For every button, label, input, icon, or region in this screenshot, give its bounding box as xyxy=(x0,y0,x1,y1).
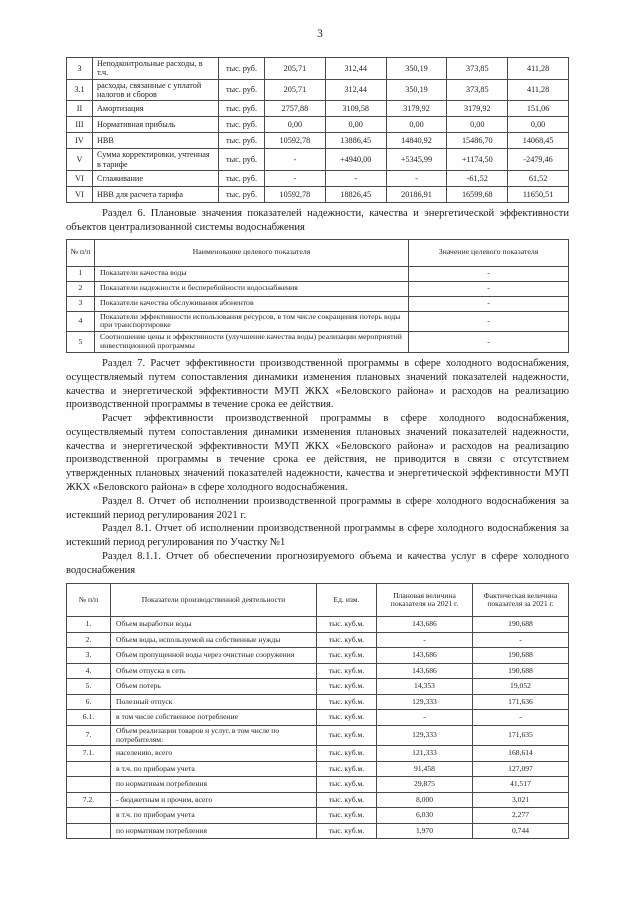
row-unit: тыс. куб.м. xyxy=(317,710,377,726)
column-header-plan xyxy=(377,584,473,617)
row-unit: тыс. куб.м. xyxy=(317,792,377,808)
row-value: - xyxy=(409,266,569,281)
column-header-fact-line2: показателя за 2021 г. xyxy=(487,599,554,609)
row-value: 312,44 xyxy=(325,79,386,101)
column-header-name: Показатели производственной деятельности xyxy=(111,584,317,617)
table-row xyxy=(67,632,569,648)
production-report-body xyxy=(67,584,569,839)
row-fact: 190,688 xyxy=(473,617,569,633)
row-index: V xyxy=(67,149,93,171)
row-name: Нормативная прибыль xyxy=(93,117,219,133)
column-header-fact-line1: Фактическая величина xyxy=(483,590,558,600)
row-value: 16599,68 xyxy=(447,187,508,203)
table-row xyxy=(67,117,569,133)
row-value: 373,85 xyxy=(447,79,508,101)
row-number: 7.1. xyxy=(67,746,111,762)
row-value: 14068,45 xyxy=(508,133,569,149)
row-unit: тыс. куб.м. xyxy=(317,663,377,679)
row-unit: тыс. куб.м. xyxy=(317,746,377,762)
row-index: IV xyxy=(67,133,93,149)
table-row xyxy=(67,311,569,332)
row-name: по нормативам потребления xyxy=(111,777,317,793)
row-value: 411,28 xyxy=(508,58,569,80)
table-row xyxy=(67,648,569,664)
row-plan: 121,333 xyxy=(377,746,473,762)
row-name: НВВ для расчета тарифа xyxy=(93,187,219,203)
row-number: 7.2. xyxy=(67,792,111,808)
row-unit: тыс. куб.м. xyxy=(317,679,377,695)
row-value: 0,00 xyxy=(508,117,569,133)
nvv-table-body xyxy=(67,58,569,203)
row-name: Неподконтрольные расходы, в т.ч. xyxy=(93,58,219,80)
column-header-plan-line2: показателя на 2021 г. xyxy=(390,599,459,609)
row-unit: тыс. куб.м. xyxy=(317,632,377,648)
table-row xyxy=(67,823,569,839)
row-value: 0,00 xyxy=(325,117,386,133)
row-unit: тыс. куб.м. xyxy=(317,648,377,664)
table-row xyxy=(67,133,569,149)
row-value: 151,06 xyxy=(508,101,569,117)
table-row xyxy=(67,171,569,187)
row-number xyxy=(67,777,111,793)
table-row xyxy=(67,710,569,726)
row-plan: 129,333 xyxy=(377,694,473,710)
row-fact: 2,277 xyxy=(473,808,569,824)
row-number xyxy=(67,808,111,824)
row-unit: тыс. руб. xyxy=(219,101,265,117)
row-fact: - xyxy=(473,710,569,726)
table-row xyxy=(67,777,569,793)
section-7-paragraph-2: Расчет эффективности производственной программы в сфере холодного водоснабжения, осуществляемый путем сопоставления динамики изменения плановых значений показателей надежности, качества и энергетической эффективности МУП ЖКХ «Беловского района» и расходов на реализацию производственной программы в течение срока ее действия, не приводится в связи с отсутствием утвержденных плановых значений показателей надежности, качества и энергетической эффективности МУП ЖКХ «Беловского района» в сфере холодного водоснабжения. xyxy=(66,413,569,493)
row-unit: тыс. куб.м. xyxy=(317,808,377,824)
row-unit: тыс. куб.м. xyxy=(317,823,377,839)
section-8-paragraph: Раздел 8. Отчет об исполнении производственной программы в сфере холодного водоснабжения за истекший период регулирования 2021 г. xyxy=(66,495,569,521)
table-row xyxy=(67,808,569,824)
row-value: 20186,91 xyxy=(386,187,447,203)
row-value: 350,19 xyxy=(386,79,447,101)
row-value: 11650,51 xyxy=(508,187,569,203)
row-name: в т.ч. по приборам учета xyxy=(111,808,317,824)
row-plan: 143,686 xyxy=(377,648,473,664)
row-index: 3 xyxy=(67,58,93,80)
row-value: 61,52 xyxy=(508,171,569,187)
row-name: расходы, связанные с уплатой налогов и сборов xyxy=(93,79,219,101)
row-value: -2479,46 xyxy=(508,149,569,171)
row-value: 3179,92 xyxy=(386,101,447,117)
row-name: Показатели качества воды xyxy=(95,266,409,281)
row-number xyxy=(67,823,111,839)
row-index: VI xyxy=(67,171,93,187)
section-8-1-paragraph: Раздел 8.1. Отчет об исполнении производственной программы в сфере холодного водоснабжения за истекший период регулирования по Участку №1 xyxy=(66,523,569,549)
row-value: - xyxy=(265,171,326,187)
row-fact: 41,517 xyxy=(473,777,569,793)
row-number xyxy=(67,761,111,777)
row-unit: тыс. куб.м. xyxy=(317,694,377,710)
target-indicators-body xyxy=(67,239,569,353)
table-row xyxy=(67,761,569,777)
row-plan: 8,000 xyxy=(377,792,473,808)
table-row xyxy=(67,281,569,296)
row-name: Объем отпуска в сеть xyxy=(111,663,317,679)
row-number: 4. xyxy=(67,663,111,679)
row-number: 5. xyxy=(67,679,111,695)
row-number: 1. xyxy=(67,617,111,633)
row-name: по нормативам потребления xyxy=(111,823,317,839)
row-value: - xyxy=(325,171,386,187)
row-unit: тыс. руб. xyxy=(219,79,265,101)
row-number: 3 xyxy=(67,296,95,311)
section-8-1-1-paragraph: Раздел 8.1.1. Отчет об обеспечении прогнозируемого объема и качества услуг в сфере холодного водоснабжения xyxy=(66,550,569,576)
row-value: - xyxy=(386,171,447,187)
row-value: -61,52 xyxy=(447,171,508,187)
row-plan: - xyxy=(377,632,473,648)
row-fact: - xyxy=(473,632,569,648)
row-number: 6.1. xyxy=(67,710,111,726)
column-header-name: Наименование целевого показателя xyxy=(95,239,409,266)
column-header-value: Значение целевого показателя xyxy=(409,239,569,266)
row-value: - xyxy=(265,149,326,171)
row-value: 373,85 xyxy=(447,58,508,80)
row-unit: тыс. куб.м. xyxy=(317,761,377,777)
row-name: НВВ xyxy=(93,133,219,149)
column-header-plan-line1: Плановая величина xyxy=(393,590,456,600)
row-fact: 168,614 xyxy=(473,746,569,762)
row-name: - бюджетным и прочим, всего xyxy=(111,792,317,808)
row-name: в том числе собственное потребление xyxy=(111,710,317,726)
column-header-no-text: № п/п xyxy=(70,247,91,257)
row-plan: 91,458 xyxy=(377,761,473,777)
row-plan: 6,030 xyxy=(377,808,473,824)
row-fact: 19,052 xyxy=(473,679,569,695)
table-row xyxy=(67,58,569,80)
table-header-row xyxy=(67,239,569,266)
row-number: 2 xyxy=(67,281,95,296)
row-unit: тыс. руб. xyxy=(219,171,265,187)
row-name: Сумма корректировки, учтенная в тарифе xyxy=(93,149,219,171)
row-number: 4 xyxy=(67,311,95,332)
table-row xyxy=(67,679,569,695)
row-value: 205,71 xyxy=(265,79,326,101)
row-index: VI xyxy=(67,187,93,203)
row-value: 3179,92 xyxy=(447,101,508,117)
row-plan: 14,353 xyxy=(377,679,473,695)
row-plan: 143,686 xyxy=(377,617,473,633)
nvv-cost-table xyxy=(66,57,569,203)
row-value: 18826,45 xyxy=(325,187,386,203)
row-value: 2757,88 xyxy=(265,101,326,117)
row-plan: 1,970 xyxy=(377,823,473,839)
row-value: 3109,58 xyxy=(325,101,386,117)
row-value: 0,00 xyxy=(265,117,326,133)
row-name: Показатели качества обслуживания абонентов xyxy=(95,296,409,311)
row-unit: тыс. куб.м. xyxy=(317,777,377,793)
row-unit: тыс. руб. xyxy=(219,149,265,171)
table-row xyxy=(67,332,569,353)
row-fact: 0,744 xyxy=(473,823,569,839)
row-name: Объем потерь xyxy=(111,679,317,695)
table-row xyxy=(67,187,569,203)
row-name: в т.ч. по приборам учета xyxy=(111,761,317,777)
row-name: Объем пропущенной воды через очистные сооружения xyxy=(111,648,317,664)
table-row xyxy=(67,296,569,311)
row-index: III xyxy=(67,117,93,133)
row-value: 0,00 xyxy=(386,117,447,133)
row-number: 7. xyxy=(67,725,111,745)
target-indicators-table xyxy=(66,239,569,354)
page-content xyxy=(66,57,569,839)
column-header-no xyxy=(67,239,95,266)
row-value: - xyxy=(409,296,569,311)
row-value: 205,71 xyxy=(265,58,326,80)
row-value: 10592,78 xyxy=(265,133,326,149)
row-unit: тыс. руб. xyxy=(219,133,265,149)
row-number: 5 xyxy=(67,332,95,353)
row-value: 411,28 xyxy=(508,79,569,101)
page-number: 3 xyxy=(317,28,323,40)
table-row xyxy=(67,617,569,633)
table-row xyxy=(67,663,569,679)
row-value: +4940,00 xyxy=(325,149,386,171)
row-fact: 190,688 xyxy=(473,648,569,664)
row-name: Показатели надежности и бесперебойности водоснабжения xyxy=(95,281,409,296)
row-name: Сглаживание xyxy=(93,171,219,187)
table-row xyxy=(67,792,569,808)
row-name: Объем выработки воды xyxy=(111,617,317,633)
row-name: Показатели эффективности использования ресурсов, в том числе сокращения потерь воды при транспортировке xyxy=(95,311,409,332)
table-row xyxy=(67,79,569,101)
row-index: 3.1 xyxy=(67,79,93,101)
row-unit: тыс. руб. xyxy=(219,58,265,80)
table-row xyxy=(67,149,569,171)
row-fact: 3,021 xyxy=(473,792,569,808)
row-name: Амортизация xyxy=(93,101,219,117)
table-row xyxy=(67,746,569,762)
row-value: 15486,70 xyxy=(447,133,508,149)
row-value: - xyxy=(409,332,569,353)
table-row xyxy=(67,694,569,710)
column-header-fact xyxy=(473,584,569,617)
table-row xyxy=(67,266,569,281)
row-name: Объем реализации товаров и услуг, в том числе по потребителям: xyxy=(111,725,317,745)
row-value: 10592,78 xyxy=(265,187,326,203)
row-name: Соотношение цены и эффективности (улучшение качества воды) реализации мероприятий инвестиционной программы xyxy=(95,332,409,353)
row-unit: тыс. руб. xyxy=(219,117,265,133)
row-value: 312,44 xyxy=(325,58,386,80)
row-value: 350,19 xyxy=(386,58,447,80)
row-name: Объем воды, используемой на собственные нужды xyxy=(111,632,317,648)
row-value: 14840,92 xyxy=(386,133,447,149)
row-unit: тыс. куб.м. xyxy=(317,617,377,633)
row-index: II xyxy=(67,101,93,117)
table-row xyxy=(67,101,569,117)
row-number: 2. xyxy=(67,632,111,648)
table-header-row xyxy=(67,584,569,617)
row-value: +5345,99 xyxy=(386,149,447,171)
row-value: - xyxy=(409,281,569,296)
row-unit: тыс. руб. xyxy=(219,187,265,203)
production-report-table xyxy=(66,583,569,839)
row-name: Полезный отпуск xyxy=(111,694,317,710)
row-plan: 129,333 xyxy=(377,725,473,745)
row-number: 1 xyxy=(67,266,95,281)
row-value: - xyxy=(409,311,569,332)
row-value: +1174,50 xyxy=(447,149,508,171)
section-6-heading: Раздел 6. Плановые значения показателей надежности, качества и энергетической эффективности объектов централизованной системы водоснабжения xyxy=(66,208,569,233)
row-plan: 143,686 xyxy=(377,663,473,679)
row-number: 6. xyxy=(67,694,111,710)
row-number: 3. xyxy=(67,648,111,664)
column-header-no: № п/п xyxy=(67,584,111,617)
section-7-paragraph-1: Раздел 7. Расчет эффективности производственной программы в сфере холодного водоснабжения, осуществляемый путем сопоставления динамики изменения плановых значений показателей надежности, качества и энергетической эффективности МУП ЖКХ «Беловского района» и расходов на реализацию производственной программы в течение срока ее действия. xyxy=(66,358,569,411)
row-fact: 190,688 xyxy=(473,663,569,679)
row-name: населению, всего xyxy=(111,746,317,762)
row-plan: 29,875 xyxy=(377,777,473,793)
column-header-unit: Ед. изм. xyxy=(317,584,377,617)
row-value: 13886,45 xyxy=(325,133,386,149)
table-row xyxy=(67,725,569,745)
row-fact: 127,097 xyxy=(473,761,569,777)
row-unit: тыс. куб.м. xyxy=(317,725,377,745)
row-fact: 171,635 xyxy=(473,725,569,745)
row-plan: - xyxy=(377,710,473,726)
row-fact: 171,636 xyxy=(473,694,569,710)
row-value: 0,00 xyxy=(447,117,508,133)
